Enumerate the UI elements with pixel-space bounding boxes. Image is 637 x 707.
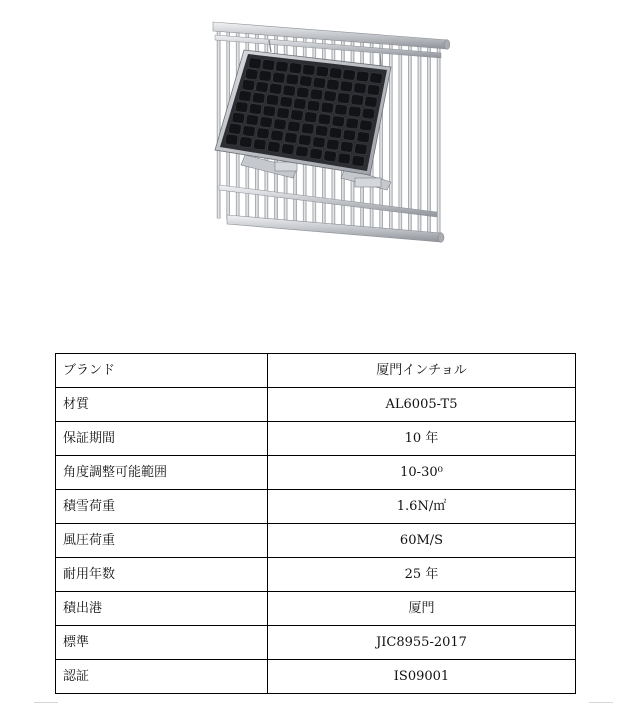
solar-cell [343, 129, 356, 140]
solar-cell [356, 71, 369, 82]
solar-cell [295, 146, 308, 157]
solar-cell [235, 101, 248, 112]
solar-cell [280, 96, 293, 107]
solar-cell [225, 134, 238, 145]
solar-cell [266, 94, 279, 105]
spec-value: IS09001 [268, 660, 576, 694]
solar-cell [281, 143, 294, 154]
spec-value: JIC8955-2017 [268, 626, 576, 660]
solar-cell [321, 102, 334, 113]
solar-cell [302, 64, 315, 75]
spec-value: 1.6N/㎡ [268, 490, 576, 524]
solar-cell [296, 87, 309, 98]
solar-cell [310, 148, 323, 159]
solar-cell [275, 61, 288, 72]
solar-cell [334, 104, 347, 115]
spec-label: 積雪荷重 [56, 490, 268, 524]
solar-cell [340, 141, 353, 152]
solar-cell [232, 112, 245, 123]
table-row [56, 660, 576, 694]
solar-cell [277, 107, 290, 118]
table-row [56, 388, 576, 422]
solar-cell [343, 69, 356, 80]
table-row [56, 626, 576, 660]
page-corner-mark-left [34, 702, 58, 703]
spec-table [55, 353, 576, 694]
solar-cell [256, 128, 269, 139]
spec-label: 積出港 [56, 592, 268, 626]
solar-cell [362, 108, 375, 119]
solar-cell [290, 110, 303, 121]
table-row [56, 354, 576, 388]
spec-value: 厦門インチョル [268, 354, 576, 388]
table-row [56, 490, 576, 524]
railing-bar [418, 42, 421, 235]
solar-cell [364, 96, 377, 107]
solar-cell [357, 132, 370, 143]
page-corner-mark-right [589, 702, 613, 703]
solar-cell [263, 105, 276, 116]
lower-crossbar [219, 185, 437, 217]
railing-bar [399, 40, 402, 233]
solar-cell [348, 106, 361, 117]
solar-cell [346, 118, 359, 129]
balcony-solar-mount-image [205, 12, 450, 250]
spec-value: 10-30⁰ [268, 456, 576, 490]
solar-cell [239, 136, 252, 147]
railing-bar [437, 43, 440, 237]
solar-cell [324, 91, 337, 102]
solar-cell [324, 151, 337, 162]
solar-cell [304, 112, 317, 123]
solar-cell [293, 98, 306, 109]
solar-cell [284, 132, 297, 143]
solar-cell [255, 81, 268, 92]
solar-cell [270, 130, 283, 141]
spec-value: 10 年 [268, 422, 576, 456]
solar-cell [249, 103, 262, 114]
solar-cell [313, 77, 326, 88]
solar-cell [272, 72, 285, 83]
solar-cell [299, 76, 312, 87]
solar-cell [312, 137, 325, 148]
solar-cell [286, 74, 299, 85]
spec-label: 風圧荷重 [56, 524, 268, 558]
table-row [56, 592, 576, 626]
spec-label: 角度調整可能範囲 [56, 456, 268, 490]
spec-value: 25 年 [268, 558, 576, 592]
solar-cell [359, 120, 372, 131]
solar-cell [307, 100, 320, 111]
spec-label: 材質 [56, 388, 268, 422]
solar-cell [326, 139, 339, 150]
solar-cell [315, 125, 328, 136]
spec-label: 標準 [56, 626, 268, 660]
solar-cell [369, 72, 382, 83]
solar-cell [332, 116, 345, 127]
solar-cell [267, 141, 280, 152]
solar-cell [259, 70, 272, 81]
spec-value: 60M/S [268, 524, 576, 558]
table-row [56, 524, 576, 558]
solar-cell [283, 85, 296, 96]
solar-cell [289, 63, 302, 74]
spec-value: AL6005-T5 [268, 388, 576, 422]
solar-cell [242, 125, 255, 136]
solar-cell [318, 114, 331, 125]
solar-cell [353, 83, 366, 94]
solar-cell [351, 94, 364, 105]
solar-cell [246, 114, 259, 125]
solar-cell [253, 139, 266, 150]
solar-cell [354, 143, 367, 154]
spec-label: 認証 [56, 660, 268, 694]
spec-value: 厦門 [268, 592, 576, 626]
solar-cell [287, 121, 300, 132]
table-row [56, 558, 576, 592]
solar-cell [260, 117, 273, 128]
solar-cell [337, 92, 350, 103]
spec-label: ブランド [56, 354, 268, 388]
table-row [56, 422, 576, 456]
solar-cell [316, 66, 329, 77]
solar-cell [269, 83, 282, 94]
railing-bar [427, 42, 430, 235]
solar-cell [228, 123, 241, 134]
solar-panel [215, 50, 391, 175]
solar-cell [301, 123, 314, 134]
solar-cell [273, 119, 286, 130]
solar-cell [352, 155, 365, 166]
solar-cell [248, 58, 261, 69]
solar-cell [238, 90, 251, 101]
spec-label: 保証期間 [56, 422, 268, 456]
solar-cell [367, 84, 380, 95]
solar-cell [340, 81, 353, 92]
solar-cell [329, 127, 342, 138]
table-row [56, 456, 576, 490]
solar-cell [245, 69, 258, 80]
railing-bar [408, 41, 411, 234]
spec-label: 耐用年数 [56, 558, 268, 592]
solar-cell [252, 92, 265, 103]
solar-cell [242, 79, 255, 90]
solar-cell [329, 68, 342, 79]
solar-cell [310, 89, 323, 100]
solar-cell [338, 153, 351, 164]
solar-cell [262, 59, 275, 70]
solar-cell [298, 134, 311, 145]
solar-cell [326, 79, 339, 90]
